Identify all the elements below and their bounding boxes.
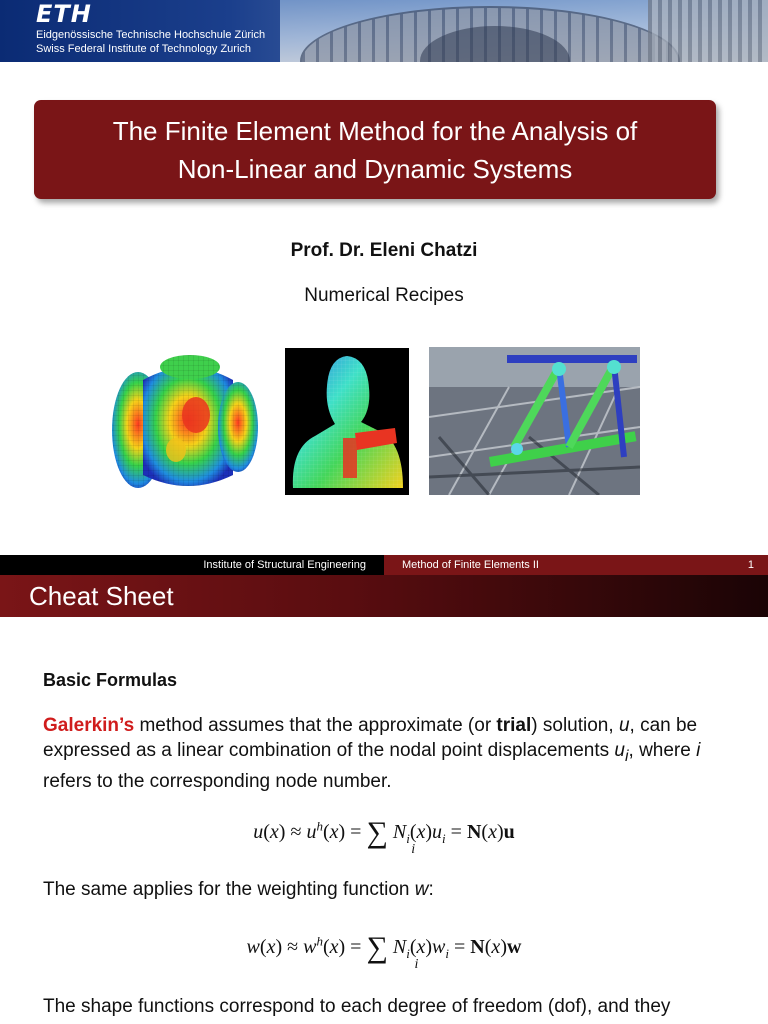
footer-course: Method of Finite Elements II (402, 559, 539, 571)
eth-header-banner (0, 0, 768, 62)
equation-w-approx: $w(x) \approx w^h(x)$ = ∑ i $N_i(x)w_i = N(x)w$ (246, 931, 522, 972)
footer-page-number: 1 (747, 559, 754, 571)
p1-text-5: refers to the corresponding node number. (43, 770, 392, 792)
title-box (34, 100, 716, 199)
paragraph-galerkin (43, 713, 733, 794)
var-ui-subscript: i (624, 747, 629, 765)
trial-bold: trial (496, 715, 532, 736)
eth-name-german: Eidgenössische Technische Hochschule Zürich (36, 29, 266, 41)
var-ui: u (614, 740, 625, 761)
p2-text-2: : (428, 879, 434, 900)
var-u: u (618, 715, 630, 736)
slide2-title: Cheat Sheet (0, 575, 768, 617)
galerkin-highlight: Galerkin’s (43, 715, 135, 736)
equation-u-approx: $u(x) \approx u^h(x)$ = ∑ i $N_i(x)u_i = N(x)u$ (253, 816, 515, 857)
slide-footer (0, 555, 768, 575)
footer-course-container (384, 555, 768, 575)
banner-right-building (648, 0, 768, 62)
paragraph-weighting (43, 877, 733, 902)
var-i: i (696, 740, 701, 761)
author-name: Prof. Dr. Eleni Chatzi (290, 240, 478, 261)
p1-text-3: , can be expressed as a linear combination of the nodal point displacements (43, 715, 698, 761)
paragraph-shape-functions: The shape functions correspond to each degree of freedom (dof), and they (43, 996, 671, 1017)
fem-mesh-vessel-image (108, 355, 266, 497)
p1-text-2: ) solution, (531, 715, 619, 736)
title-line-2: Non-Linear and Dynamic Systems (177, 153, 573, 184)
p1-text-4: , where (628, 740, 697, 761)
fem-bust-mesh-image (285, 348, 409, 495)
eth-name-english: Swiss Federal Institute of Technology Zurich (36, 43, 252, 55)
p2-text-1: The same applies for the weighting function (43, 879, 415, 900)
footer-institute: Institute of Structural Engineering (0, 555, 384, 575)
bridge-truss-fem-image (429, 347, 640, 495)
subtitle: Numerical Recipes (304, 285, 464, 306)
p1-text-1: method assumes that the approximate (or (134, 715, 497, 736)
var-w: w (414, 879, 429, 900)
eth-logo: ETH (36, 0, 92, 28)
section-heading: Basic Formulas (43, 670, 178, 690)
title-line-1: The Finite Element Method for the Analysis of (112, 115, 638, 146)
